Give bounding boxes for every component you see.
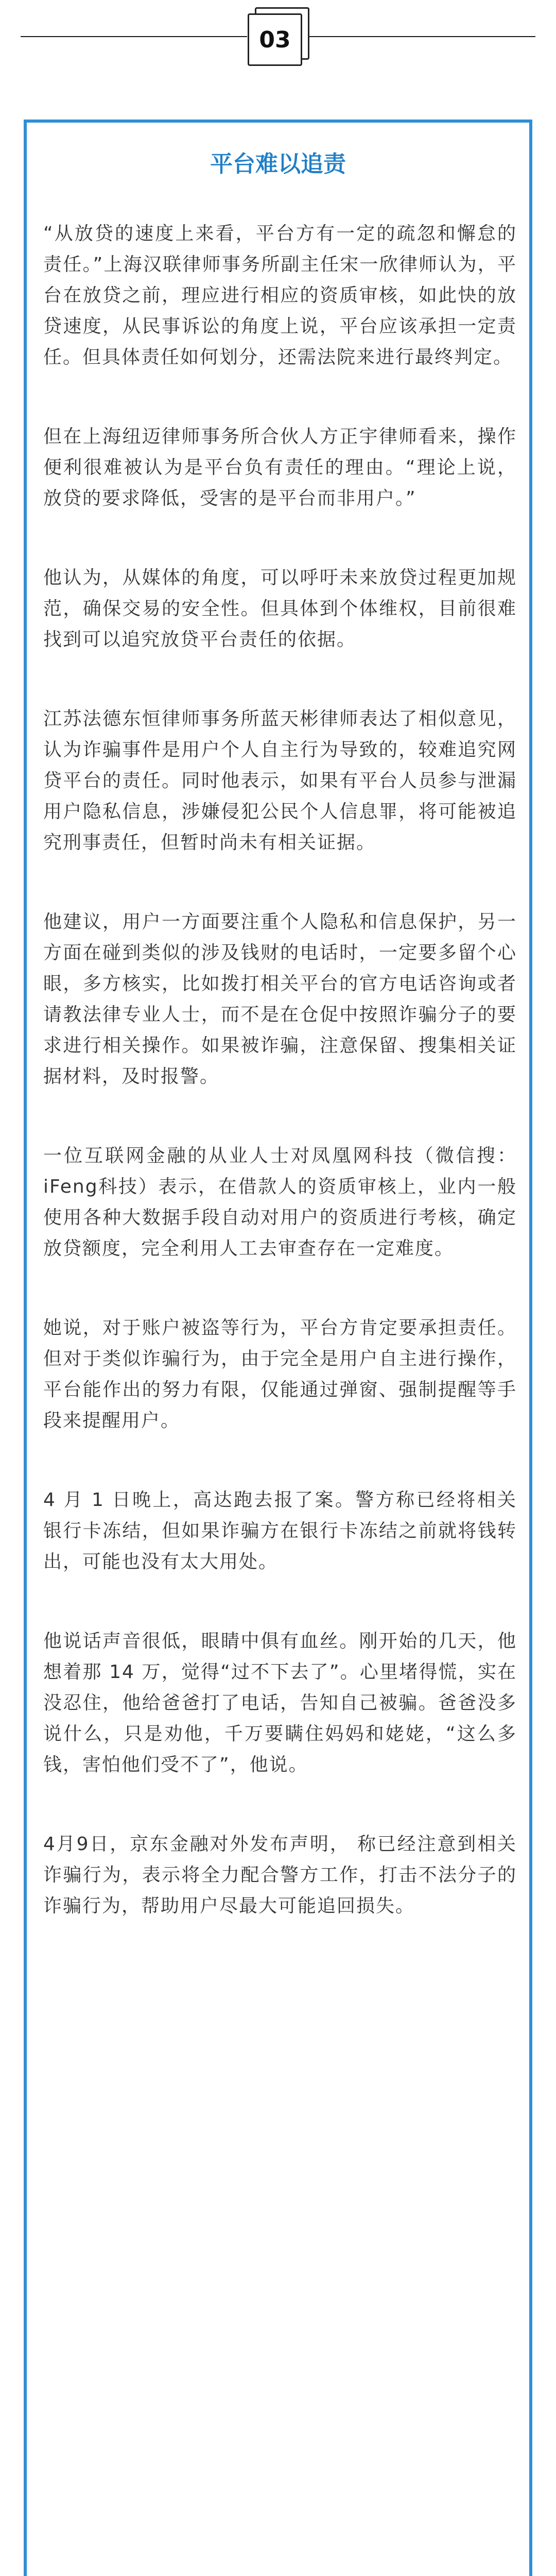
article-body xyxy=(43,218,517,1970)
header-divider-left xyxy=(21,36,247,37)
article-frame xyxy=(24,120,532,2576)
section-number: 03 xyxy=(248,13,302,66)
paragraph-2: 但在上海纽迈律师事务所合伙人方正宇律师看来，操作便利很难被认为是平台负有责任的理由。“理论上说，放贷的要求降低，受害的是平台而非用户。” xyxy=(43,426,517,509)
paragraph-6: 一位互联网金融的从业人士对凤凰网科技（微信搜：iFeng科技）表示，在借款人的资质审核上，业内一般使用各种大数据手段自动对用户的资质进行考核，确定放贷额度，完全利用人工去审查存在一定难度。 xyxy=(43,1145,517,1259)
paragraph-7: 她说，对于账户被盗等行为，平台方肯定要承担责任。但对于类似诈骗行为，由于完全是用户自主进行操作，平台能作出的努力有限，仅能通过弹窗、强制提醒等手段来提醒用户。 xyxy=(43,1317,517,1431)
paragraph-1: “从放贷的速度上来看，平台方有一定的疏忽和懈怠的责任。”上海汉联律师事务所副主任宋一欣律师认为，平台在放贷之前，理应进行相应的资质审核，如此快的放贷速度，从民事诉讼的角度上说，平台应该承担一定责任。但具体责任如何划分，还需法院来进行最终判定。 xyxy=(43,223,517,368)
paragraph-3: 他认为，从媒体的角度，可以呼吁未来放贷过程更加规范，确保交易的安全性。但具体到个体维权，目前很难找到可以追究放贷平台责任的依据。 xyxy=(43,567,517,650)
paragraph-9: 他说话声音很低，眼睛中俱有血丝。刚开始的几天，他想着那 14 万，觉得“过不下去了”。心里堵得慌，实在没忍住，他给爸爸打了电话，告知自己被骗。爸爸没多说什么，只是劝他，千万要瞒住妈妈和姥姥，“这么多钱，害怕他们受不了”，他说。 xyxy=(43,1631,517,1775)
paragraph-5: 他建议，用户一方面要注重个人隐私和信息保护，另一方面在碰到类似的涉及钱财的电话时，一定要多留个心眼，多方核实，比如拨打相关平台的官方电话咨询或者请教法律专业人士，而不是在仓促中按照诈骗分子的要求进行相关操作。如果被诈骗，注意保留、搜集相关证据材料，及时报警。 xyxy=(43,911,517,1087)
paragraph-8: 4 月 1 日晚上，高达跑去报了案。警方称已经将相关银行卡冻结，但如果诈骗方在银行卡冻结之前就将钱转出，可能也没有太大用处。 xyxy=(43,1489,517,1572)
section-badge xyxy=(248,7,308,65)
paragraph-4: 江苏法德东恒律师事务所蓝天彬律师表达了相似意见，认为诈骗事件是用户个人自主行为导致的，较难追究网贷平台的责任。同时他表示，如果有平台人员参与泄漏用户隐私信息，涉嫌侵犯公民个人信息罪，将可能被追究刑事责任，但暂时尚未有相关证据。 xyxy=(43,708,517,853)
paragraph-10: 4月9日，京东金融对外发布声明， 称已经注意到相关诈骗行为，表示将全力配合警方工作，打击不法分子的诈骗行为，帮助用户尽最大可能追回损失。 xyxy=(43,1834,517,1917)
header-divider-right xyxy=(309,36,535,37)
article-title: 平台难以追责 xyxy=(210,151,346,177)
